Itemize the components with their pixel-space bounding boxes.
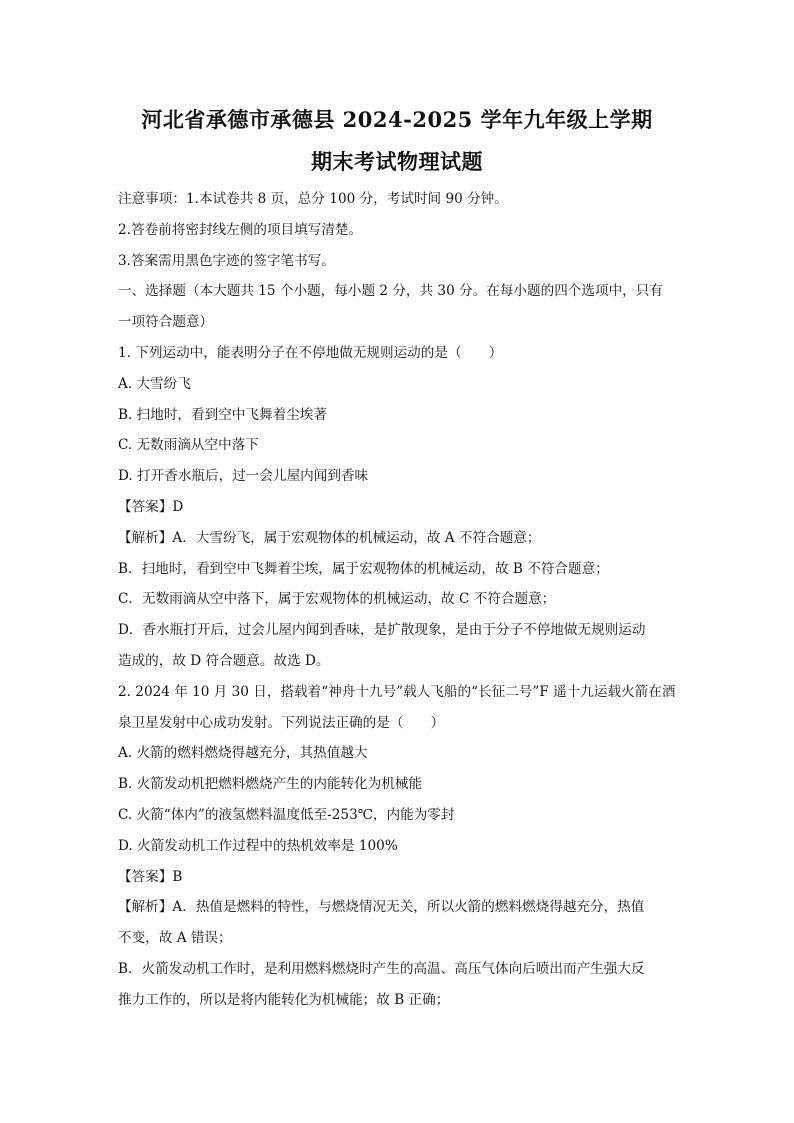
q2-option-b: B. 火箭发动机把燃料燃烧产生的内能转化为机械能: [118, 776, 423, 793]
q1-option-a: A. 大雪纷飞: [118, 375, 191, 392]
document-title: 河北省承德市承德县 2024-2025 学年九年级上学期: [141, 107, 653, 132]
notice-line-3: 3.答案需用黑色字迹的签字笔书写。: [118, 252, 335, 269]
q2-option-a: A. 火箭的燃料燃烧得越充分，其热值越大: [118, 745, 368, 762]
document-body: [118, 184, 680, 1016]
q2-option-c: C. 火箭“体内”的液氢燃料温度低至-253℃，内能为零封: [118, 806, 455, 823]
document-subtitle: 期末考试物理试题: [311, 149, 483, 174]
q1-analysis-c: C．无数雨滴从空中落下，属于宏观物体的机械运动，故 C 不符合题意；: [118, 591, 556, 608]
q2-analysis-b-cont: 推力工作的，所以是将内能转化为机械能；故 B 正确；: [118, 991, 450, 1008]
q2-analysis-a-cont: 不变，故 A 错误；: [118, 930, 232, 947]
q2-answer: 【答案】B: [118, 868, 183, 885]
question-1: 1. 下列运动中，能表明分子在不停地做无规则运动的是（ ）: [118, 344, 503, 361]
question-2-cont: 泉卫星发射中心成功发射。下列说法正确的是（ ）: [118, 714, 445, 731]
section-heading-cont: 一项符合题意）: [118, 314, 214, 331]
section-heading: 一、选择题（本大题共 15 个小题，每小题 2 分，共 30 分。在每小题的四个选项中，只有: [118, 283, 663, 300]
q1-analysis-d: D．香水瓶打开后，过会儿屋内闻到香味，是扩散现象，是由于分子不停地做无规则运动: [118, 622, 646, 639]
q1-option-d: D. 打开香水瓶后，过一会儿屋内闻到香味: [118, 468, 369, 485]
q1-analysis-d-cont: 造成的，故 D 符合题意。故选 D。: [118, 652, 330, 669]
q1-option-c: C. 无数雨滴从空中落下: [118, 437, 259, 454]
q2-analysis-a: 【解析】A．热值是燃料的特性，与燃烧情况无关，所以火箭的燃料燃烧得越充分，热值: [118, 899, 645, 916]
q1-analysis-a: 【解析】A．大雪纷飞，属于宏观物体的机械运动，故 A 不符合题意；: [118, 529, 541, 546]
notice-line-2: 2.答卷前将密封线左侧的项目填写清楚。: [118, 221, 363, 238]
q2-analysis-b: B．火箭发动机工作时，是利用燃料燃烧时产生的高温、高压气体向后喷出而产生强大反: [118, 960, 645, 977]
q1-answer: 【答案】D: [118, 498, 184, 515]
q2-option-d: D. 火箭发动机工作过程中的热机效率是 100%: [118, 837, 398, 854]
q1-option-b: B. 扫地时，看到空中飞舞着尘埃著: [118, 406, 327, 423]
q1-analysis-b: B．扫地时，看到空中飞舞着尘埃，属于宏观物体的机械运动，故 B 不符合题意；: [118, 560, 609, 577]
notice-line-1: 注意事项：1.本试卷共 8 页，总分 100 分，考试时间 90 分钟。: [118, 191, 508, 207]
question-2: 2. 2024 年 10 月 30 日，搭载着“神舟十九号”载人飞船的“长征二号”F 遥十九运载火箭在酒: [118, 683, 676, 700]
